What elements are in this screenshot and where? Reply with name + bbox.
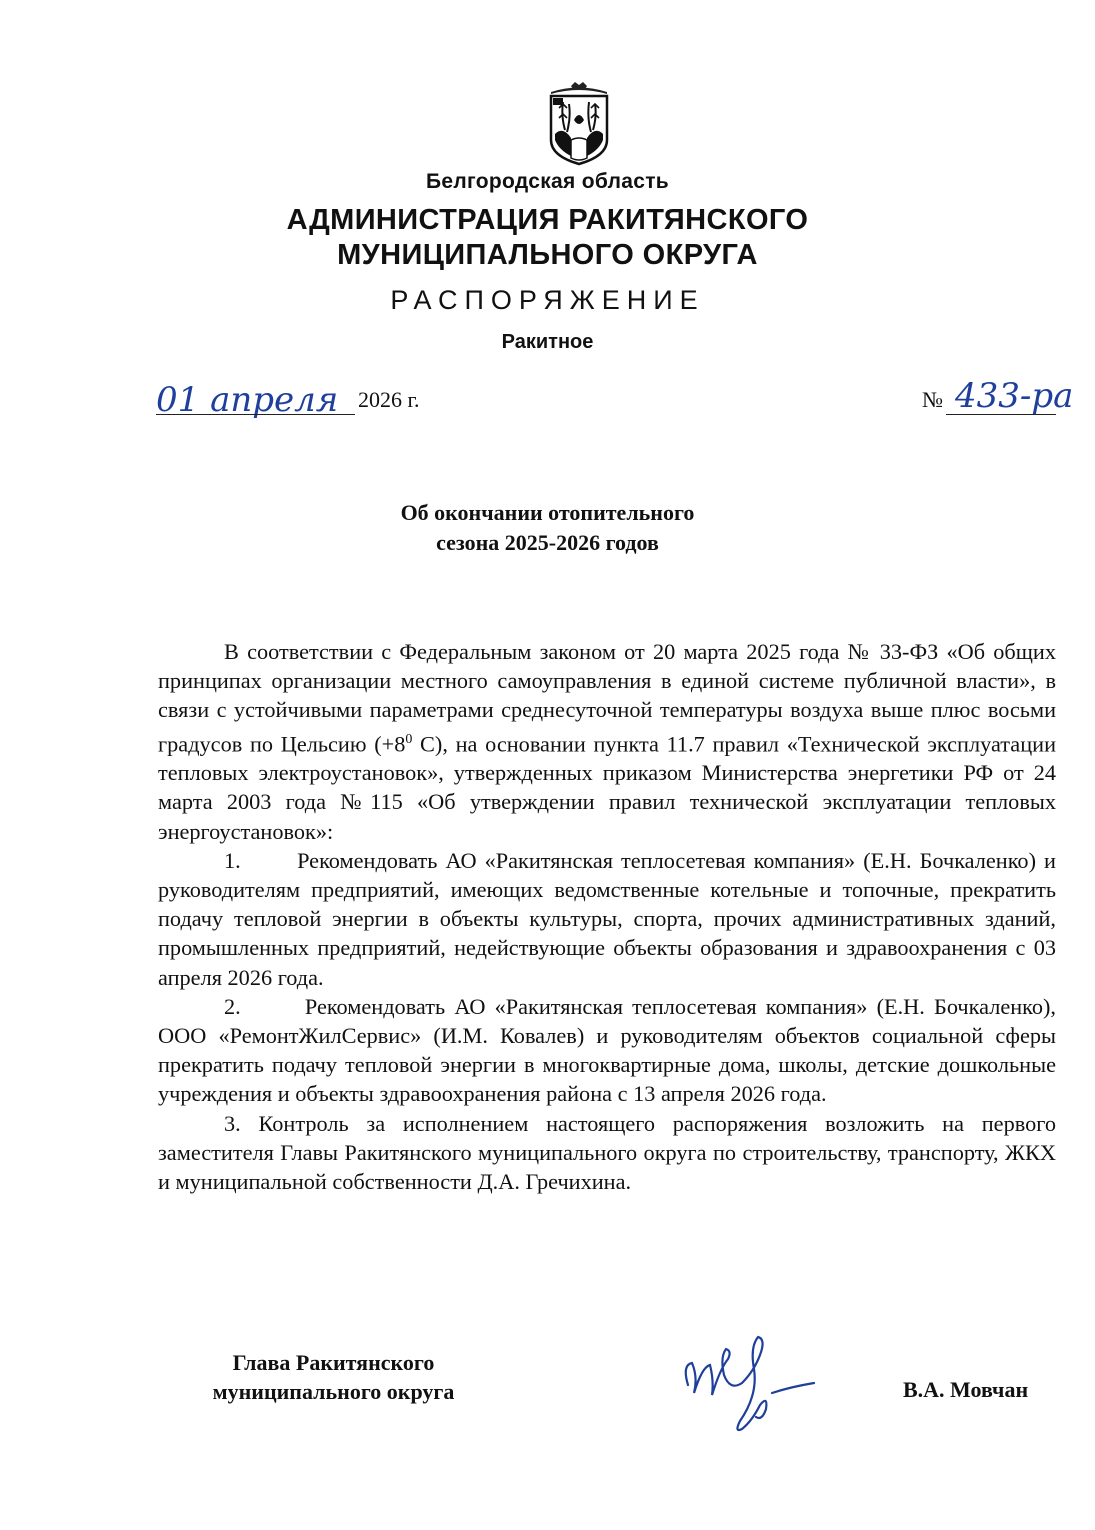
- item-1-number: 1.: [224, 847, 241, 873]
- item-1-text: Рекомендовать АО «Ракитянская теплосетевая компания» (Е.Н. Бочкаленко) и руководителям предприятий, имеющих ведомственные котельные и топочные, прекратить подачу тепловой энергии в объекты культуры, спорта, прочих административных зданий, промышленных предприятий, недействующие объекты образования и здравоохранения с 03 апреля 2026 года.: [158, 847, 1056, 990]
- subject-line1: Об окончании отопительного: [400, 500, 695, 525]
- document-type: РАСПОРЯЖЕНИЕ: [390, 285, 705, 315]
- preamble-text: В соответствии с Федеральным законом от 20 марта 2025 года № 33-ФЗ «Об общих принципах организации местного самоуправления в единой системе публичной власти», в связи с устойчивыми параметрами среднесуточной температуры воздуха выше плюс восьми градусов по Цельсию (+8: [158, 639, 1056, 757]
- preamble-text-end: С), на основании пункта 11.7 правил «Технической эксплуатации тепловых электроустановок», утвержденных приказом Министерства энергетики РФ от 24 марта 2003 года №115 «Об утверждении правил технической эксплуатации тепловых энергоустановок»:: [158, 731, 1056, 844]
- item-3-text: Контроль за исполнением настоящего распоряжения возложить на первого заместителя Главы Ракитянского муниципального округа по строительству, транспорту, ЖКХ и муниципальной собственности Д.А. Гречихина.: [158, 1110, 1056, 1195]
- document-body: [158, 637, 1056, 1196]
- coat-of-arms-icon: [541, 80, 617, 166]
- date-year: 2026 г.: [358, 387, 420, 412]
- item-2-number: 2.: [224, 993, 241, 1019]
- region-name: Белгородская область: [426, 170, 669, 193]
- degree-superscript: 0: [405, 731, 413, 747]
- item-2-paragraph: [158, 992, 1056, 1109]
- preamble-paragraph: [158, 637, 1056, 846]
- subject-line2: сезона 2025-2026 годов: [436, 530, 659, 555]
- signatory-name: В.А. Мовчан: [903, 1377, 1029, 1402]
- number-sign: №: [922, 387, 943, 412]
- place-name: Ракитное: [501, 331, 594, 353]
- organization-name-line1: АДМИНИСТРАЦИЯ РАКИТЯНСКОГО: [286, 204, 809, 236]
- signatory-position-line2: муниципального округа: [212, 1379, 455, 1404]
- handwritten-date: 01 апреля: [156, 380, 339, 420]
- item-3-number: 3.: [224, 1110, 241, 1136]
- item-1-paragraph: [158, 846, 1056, 992]
- item-3-paragraph: [158, 1109, 1056, 1197]
- date-underline: [156, 414, 355, 415]
- signatory-position-line1: Глава Ракитянского: [232, 1350, 435, 1375]
- number-underline: [946, 414, 1056, 415]
- handwritten-number: 433-ра: [955, 376, 1074, 416]
- organization-name-line2: МУНИЦИПАЛЬНОГО ОКРУГА: [337, 239, 758, 271]
- item-2-text: Рекомендовать АО «Ракитянская теплосетевая компания» (Е.Н. Бочкаленко), ООО «РемонтЖилСервис» (И.М. Ковалев) и руководителям объектов социальной сферы прекратить подачу тепловой энергии в многоквартирные дома, школы, детские дошкольные учреждения и объекты здравоохранения района с 13 апреля 2026 года.: [158, 993, 1056, 1107]
- handwritten-signature-icon: [680, 1325, 820, 1440]
